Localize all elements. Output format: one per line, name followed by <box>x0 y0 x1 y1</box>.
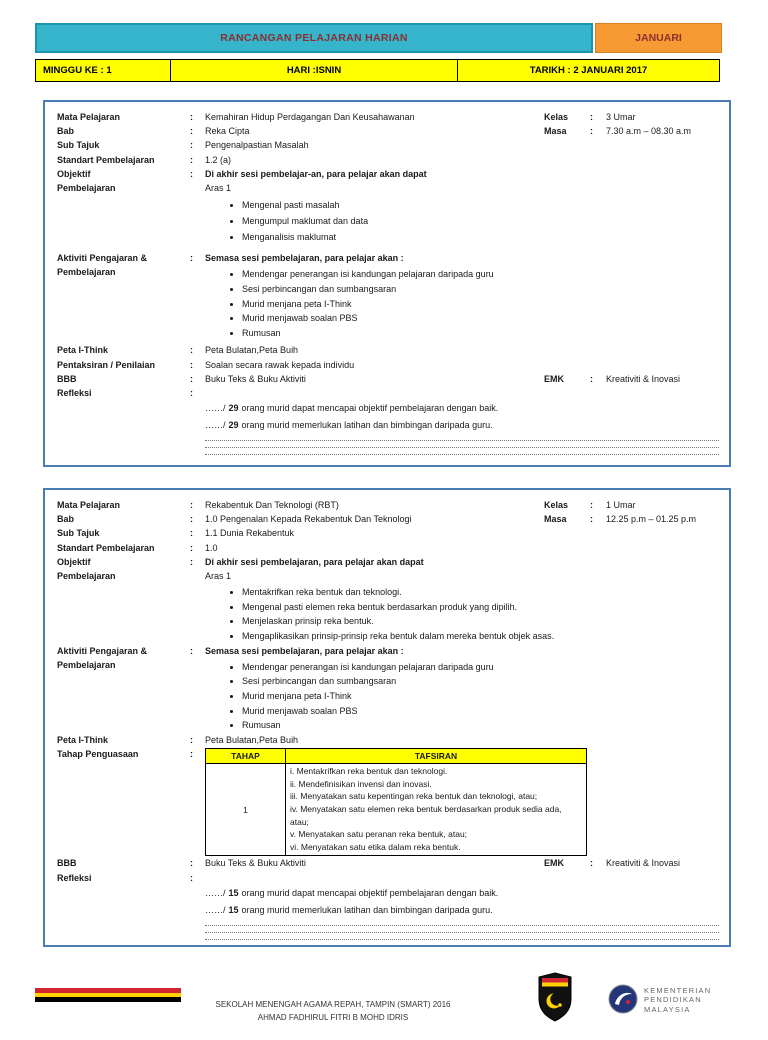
field-row-masa: Masa : 12.25 p.m – 01.25 p.m <box>544 514 697 525</box>
objektif-intro: Di akhir sesi pembelajar-an, para pelajar akan dapat <box>205 168 427 179</box>
aktiviti-list <box>205 660 719 733</box>
field-row-objektif: Objektif Pembelajaran : Di akhir sesi pembelajar-an, para pelajar akan dapat Aras 1 • Mengenal pasti masalah • Mengumpul maklumat dan data • Menganalisis maklumat <box>57 167 719 245</box>
field-row-aktiviti: Aktiviti Pengajaran & Pembelajaran : Semasa sesi pembelajaran, para pelajar akan : • Mendengar penerangan isi kandungan pelajaran daripada guru • Sesi perbincangan dan sumbangsaran • Murid menjana peta I-Think • Murid menjawab soalan PBS • Rumusan <box>57 644 719 733</box>
field-label-aktiviti: Aktiviti Pengajaran & Pembelajaran <box>57 253 148 278</box>
list-item: • Murid menjana peta I-Think <box>242 689 719 704</box>
list-item: • Murid menjawab soalan PBS <box>242 704 719 719</box>
field-label-objektif: Objektif Pembelajaran <box>57 556 116 582</box>
refleksi-line-1: ……/ 15 orang murid dapat mencapai objektif pembelajaran dengan baik. <box>205 887 499 898</box>
month-badge: JANUARI <box>595 23 722 53</box>
field-row-aktiviti: Aktiviti Pengajaran & Pembelajaran : Semasa sesi pembelajaran, para pelajar akan : • Mendengar penerangan isi kandungan pelajaran daripada guru • Sesi perbincangan dan sumbangsaran • Murid menjana peta I-Think • Murid menjawab soalan PBS • Rumusan <box>57 251 719 340</box>
objektif-content: Di akhir sesi pembelajaran, para pelajar akan dapat Aras 1 • Mentakrifkan reka bentuk dan teknologi. • Mengenal pasti elemen reka bentuk berdasarkan produk yang dipilih. • Menjelaskan prinsip reka bentuk. • Mengaplikasikan prinsip-prinsip reka bentuk dalam mereka bentuk objek asas. <box>205 555 719 644</box>
objektif-list <box>205 197 719 245</box>
field-label-objektif: Objektif Pembelajaran <box>57 168 116 194</box>
school-name: SEKOLAH MENENGAH AGAMA REPAH, TAMPIN (SMART) 2016 <box>215 1000 451 1009</box>
field-label-aktiviti: Aktiviti Pengajaran & Pembelajaran <box>57 645 148 670</box>
objektif-content <box>205 167 719 245</box>
list-item: • Murid menjawab soalan PBS <box>242 311 719 326</box>
footer-text <box>168 998 498 1024</box>
field-row-refleksi: Refleksi : <box>57 388 193 398</box>
field-row-kelas: Kelas : 1 Umar <box>544 500 636 510</box>
field-row-bab: Bab : 1.0 Pengenalan Kepada Rekabentuk Dan Teknologi Masa : 12.25 p.m – 01.25 p.m <box>57 512 719 526</box>
aktiviti-content: Semasa sesi pembelajaran, para pelajar akan : • Mendengar penerangan isi kandungan pelajaran daripada guru • Sesi perbincangan dan sumbangsaran • Murid menjana peta I-Think • Murid menjawab soalan PBS • Rumusan <box>205 644 719 733</box>
table-row <box>206 764 587 856</box>
school-crest-icon <box>538 972 572 1024</box>
field-row-kelas: Kelas : 3 Umar <box>544 110 719 124</box>
list-item: • Mengumpul maklumat dan data <box>242 213 719 229</box>
dotted-rule <box>205 919 719 926</box>
dotted-rule <box>205 441 719 448</box>
field-value-kelas: 3 Umar <box>606 112 636 122</box>
field-row-objektif: Objektif Pembelajaran : Di akhir sesi pembelajaran, para pelajar akan dapat Aras 1 • Mentakrifkan reka bentuk dan teknologi. • Mengenal pasti elemen reka bentuk berdasarkan produk yang dipilih. • Menjelaskan prinsip reka bentuk. • Mengaplikasikan prinsip-prinsip reka bentuk dalam mereka bentuk objek asas. <box>57 555 719 644</box>
dotted-rule <box>205 448 719 455</box>
list-item: • Mengenal pasti masalah <box>242 197 719 213</box>
field-row-refleksi: Refleksi : <box>57 872 193 883</box>
field-row-emk: EMK : Kreativiti & Inovasi <box>544 373 681 384</box>
list-item: • Menjelaskan prinsip reka bentuk. <box>242 614 719 629</box>
aktiviti-list <box>205 267 719 340</box>
list-item: • Rumusan <box>242 326 719 341</box>
field-row-tahap-penguasaan: Tahap Penguasaan : TAHAP TAFSIRAN 1 i. Mentakrifkan reka bentuk dan teknologi. ii. Mendefinisikan invensi dan inovasi. iii. Menyatakan satu kepentingan reka bentuk dan teknologi, atau; iv. Menyatakan satu elemen reka bentuk berdasarkan produk sedia ada, atau; v. Menyatakan satu peranan reka bentuk, atau; vi. Menyatakan satu etika dalam reka bentuk. <box>57 747 719 856</box>
field-value-bab: Reka Cipta <box>205 126 250 137</box>
list-item: • Rumusan <box>242 718 719 733</box>
field-row-bab: Bab : Reka Cipta Masa : 7.30 a.m – 08.30 a.m <box>57 124 719 138</box>
table-header-tahap: TAHAP <box>206 748 286 763</box>
list-item: • Mentakrifkan reka bentuk dan teknologi. <box>242 585 719 600</box>
field-row-sub-tajuk: Sub Tajuk : Pengenalpastian Masalah <box>57 140 309 151</box>
tahap-level-cell: 1 <box>206 764 286 856</box>
list-item: • Mengenal pasti elemen reka bentuk berdasarkan produk yang dipilih. <box>242 600 719 615</box>
dotted-rule <box>205 434 719 441</box>
document-title-bar <box>35 23 593 53</box>
table-header-tafsiran: TAFSIRAN <box>286 748 587 763</box>
tafsiran-cell: i. Mentakrifkan reka bentuk dan teknologi. ii. Mendefinisikan invensi dan inovasi. iii. Menyatakan satu kepentingan reka bentuk dan teknologi, atau; iv. Menyatakan satu elemen reka bentuk berdasarkan produk sedia ada, atau; v. Menyatakan satu peranan reka bentuk, atau; vi. Menyatakan satu etika dalam reka bentuk. <box>286 764 587 856</box>
field-row-peta-ithink: Peta I-Think : Peta Bulatan,Peta Buih <box>57 345 299 356</box>
dotted-rule <box>205 926 719 933</box>
field-label-masa: Masa <box>544 126 567 137</box>
list-item: • Mengaplikasikan prinsip-prinsip reka bentuk dalam mereka bentuk objek asas. <box>242 629 719 644</box>
list-item: • Mendengar penerangan isi kandungan pelajaran daripada guru <box>242 267 719 282</box>
field-label-mata-pelajaran: Mata Pelajaran <box>57 112 121 122</box>
day-label: HARI :ISNIN <box>171 60 458 81</box>
aktiviti-content <box>205 251 719 340</box>
field-row-peta-ithink: Peta I-Think : Peta Bulatan,Peta Buih <box>57 734 299 745</box>
week-info-bar <box>35 59 720 82</box>
field-row-mata-pelajaran: Mata Pelajaran : Kemahiran Hidup Perdagangan Dan Keusahawanan Kelas : 3 Umar <box>57 110 719 124</box>
field-row-pentaksiran: Pentaksiran / Penilaian : Soalan secara rawak kepada individu <box>57 359 355 370</box>
lesson-card-2 <box>43 488 731 947</box>
ministry-logo <box>608 984 711 1016</box>
teacher-name: AHMAD FADHIRUL FITRI B MOHD IDRIS <box>257 1013 409 1022</box>
list-item: • Sesi perbincangan dan sumbangsaran <box>242 674 719 689</box>
field-label-kelas: Kelas <box>544 112 569 122</box>
field-label-bab: Bab <box>57 126 75 137</box>
field-row-bbb: BBB : Buku Teks & Buku Aktiviti EMK : Kreativiti & Inovasi <box>57 372 719 386</box>
field-row-masa: Masa : 7.30 a.m – 08.30 a.m <box>544 124 719 138</box>
dotted-rule <box>205 933 719 940</box>
refleksi-line-1: ……/ 29 orang murid dapat mencapai objektif pembelajaran dengan baik. <box>205 403 499 414</box>
field-value-mata-pelajaran: Kemahiran Hidup Perdagangan Dan Keusahawanan <box>205 112 415 122</box>
objektif-list <box>205 585 719 643</box>
refleksi-line-2: ……/ 15 orang murid memerlukan latihan dan bimbingan daripada guru. <box>205 904 493 915</box>
field-row-bbb: BBB : Buku Teks & Buku Aktiviti EMK : Kreativiti & Inovasi <box>57 856 719 870</box>
ministry-emblem-icon <box>608 984 638 1016</box>
field-row-standart: Standart Pembelajaran : 1.0 <box>57 542 218 553</box>
field-row-sub-tajuk: Sub Tajuk : 1.1 Dunia Rekabentuk <box>57 528 295 539</box>
list-item: • Mendengar penerangan isi kandungan pelajaran daripada guru <box>242 660 719 675</box>
field-row-emk: EMK : Kreativiti & Inovasi <box>544 858 681 869</box>
field-value-masa: 7.30 a.m – 08.30 a.m <box>606 126 692 137</box>
flag-stripes-icon <box>35 988 181 1002</box>
aktiviti-intro: Semasa sesi pembelajaran, para pelajar akan : <box>205 253 404 264</box>
ministry-name: KEMENTERIAN PENDIDIKAN MALAYSIA <box>644 985 712 1014</box>
tahap-table <box>205 748 587 856</box>
field-row-mata-pelajaran: Mata Pelajaran : Rekabentuk Dan Teknologi (RBT) Kelas : 1 Umar <box>57 498 719 512</box>
list-item: • Murid menjana peta I-Think <box>242 297 719 312</box>
aras-label: Aras 1 <box>205 571 232 582</box>
list-item: • Menganalisis maklumat <box>242 229 719 245</box>
list-item: • Sesi perbincangan dan sumbangsaran <box>242 282 719 297</box>
lesson-card-1 <box>43 100 731 467</box>
date-label: TARIKH : 2 JANUARI 2017 <box>529 65 648 76</box>
aras-label: Aras 1 <box>205 183 232 194</box>
page-title: RANCANGAN PELAJARAN HARIAN <box>220 32 408 44</box>
week-label: MINGGU KE : 1 <box>36 60 171 81</box>
field-row-standart: Standart Pembelajaran : 1.2 (a) <box>57 154 232 165</box>
refleksi-line-2: ……/ 29 orang murid memerlukan latihan dan bimbingan daripada guru. <box>205 420 493 431</box>
